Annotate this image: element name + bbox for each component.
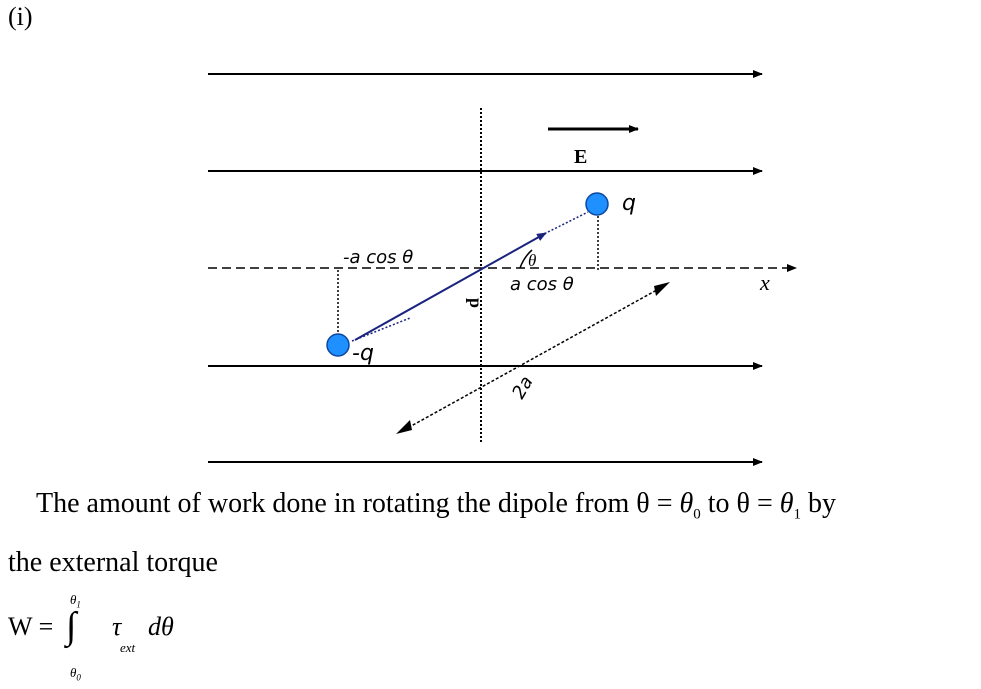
theta-zero-symbol: θ (679, 488, 694, 519)
dipole-label: p (466, 298, 486, 309)
d-theta: dθ (148, 612, 174, 641)
negative-charge (327, 334, 349, 356)
length-arrowhead-right (654, 282, 670, 296)
neg-projection-label: -a cos θ (343, 247, 414, 268)
upper-limit-subscript: 1 (76, 599, 81, 610)
axis-label: x (760, 270, 770, 295)
sentence-start: The amount of work done in rotating the dipole from θ = (36, 488, 680, 519)
formula-lhs: W = (8, 612, 54, 641)
by-word: by (801, 488, 837, 519)
tau-subscript: ext (120, 640, 136, 655)
angle-label: θ (528, 251, 537, 270)
pos-projection-label: a cos θ (510, 274, 574, 295)
length-label: 2a (508, 372, 538, 403)
field-label: E (574, 146, 588, 168)
tau-symbol: τ (112, 612, 122, 641)
lower-limit-symbol: θ (70, 665, 77, 680)
theta-zero-subscript: 0 (693, 506, 701, 523)
length-arrow (404, 286, 664, 430)
positive-charge (586, 193, 608, 215)
description-paragraph (8, 480, 976, 586)
negative-charge-label: -q (352, 341, 374, 366)
theta-one-symbol: θ (779, 488, 794, 519)
lower-limit-subscript: 0 (76, 672, 81, 683)
to-word: to θ = (700, 488, 780, 519)
upper-limit-symbol: θ (70, 592, 77, 607)
paragraph-line-1 (8, 480, 976, 539)
length-arrowhead-left (396, 420, 412, 434)
pos-extension-dots (548, 212, 588, 232)
section-label: (i) (8, 2, 33, 31)
lower-limit (70, 665, 81, 683)
theta-one-subscript: 1 (793, 506, 802, 523)
upper-limit (70, 592, 81, 610)
positive-charge-label: q (622, 191, 636, 216)
integral-sign: ∫ (66, 605, 77, 647)
work-formula (8, 590, 308, 685)
paragraph-line-2: the external torque (8, 546, 218, 578)
